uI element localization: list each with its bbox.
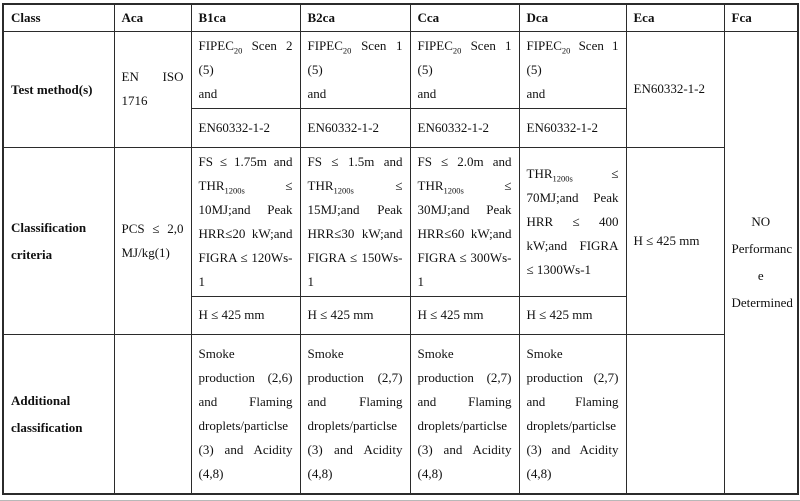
col-header-aca: Aca — [114, 4, 191, 31]
cell-additional-aca — [114, 334, 191, 494]
cell-criteria-b2ca: FS ≤ 1.5m and $THR_{1200s}$ ≤ 15MJ;and Peak HRR≤30 kW;and FIGRA ≤ 150Ws-1 — [300, 147, 410, 296]
cell-height-b1ca: H ≤ 425 mm — [191, 296, 300, 334]
cell-en60332-b1ca: EN60332-1-2 — [191, 108, 300, 147]
cell-height-eca: H ≤ 425 mm — [626, 147, 724, 334]
cell-height-b2ca: H ≤ 425 mm — [300, 296, 410, 334]
cell-fipec-cca: $FIPEC_{20}$ Scen 1 (5) and — [410, 31, 519, 108]
additional-classification-row — [3, 334, 798, 494]
cell-en60332-cca: EN60332-1-2 — [410, 108, 519, 147]
cell-fipec-dca: $FIPEC_{20}$ Scen 1 (5) and — [519, 31, 626, 108]
cell-test-methods-aca: EN ISO 1716 — [114, 31, 191, 147]
col-header-b2ca: B2ca — [300, 4, 410, 31]
cell-height-cca: H ≤ 425 mm — [410, 296, 519, 334]
cable-fire-classification-table — [2, 3, 799, 495]
cell-additional-cca: Smoke production (2,7) and Flaming droplets/particlse (3) and Acidity (4,8) — [410, 334, 519, 494]
col-header-class: Class — [3, 4, 114, 31]
header-row — [3, 4, 798, 31]
cell-en60332-dca: EN60332-1-2 — [519, 108, 626, 147]
col-header-dca: Dca — [519, 4, 626, 31]
cell-criteria-b1ca: FS ≤ 1.75m and $THR_{1200s}$ ≤ 10MJ;and Peak HRR≤20 kW;and FIGRA ≤ 120Ws-1 — [191, 147, 300, 296]
cell-fipec-b1ca: $FIPEC_{20}$ Scen 2 (5) and — [191, 31, 300, 108]
col-header-eca: Eca — [626, 4, 724, 31]
col-header-b1ca: B1ca — [191, 4, 300, 31]
cell-criteria-aca: PCS ≤ 2,0 MJ/kg(1) — [114, 147, 191, 334]
cell-height-dca: H ≤ 425 mm — [519, 296, 626, 334]
row-label-test-methods: Test method(s) — [3, 31, 114, 147]
document-page — [0, 3, 800, 501]
cell-criteria-cca: FS ≤ 2.0m and $THR_{1200s}$ ≤ 30MJ;and Peak HRR≤60 kW;and FIGRA ≤ 300Ws-1 — [410, 147, 519, 296]
cell-additional-dca: Smoke production (2,7) and Flaming droplets/particlse (3) and Acidity (4,8) — [519, 334, 626, 494]
cell-criteria-dca: $THR_{1200s}$ ≤ 70MJ;and Peak HRR ≤ 400 kW;and FIGRA ≤ 1300Ws-1 — [519, 147, 626, 296]
row-label-additional-classification: Additional classification — [3, 334, 114, 494]
cell-fipec-b2ca: $FIPEC_{20}$ Scen 1 (5) and — [300, 31, 410, 108]
col-header-fca: Fca — [724, 4, 798, 31]
classification-criteria-row-1 — [3, 147, 798, 296]
cell-additional-eca — [626, 334, 724, 494]
cell-en60332-b2ca: EN60332-1-2 — [300, 108, 410, 147]
col-header-cca: Cca — [410, 4, 519, 31]
row-label-classification-criteria: Classification criteria — [3, 147, 114, 334]
cell-additional-b2ca: Smoke production (2,7) and Flaming droplets/particlse (3) and Acidity (4,8) — [300, 334, 410, 494]
cell-fca-no-performance-note: NO Performanc e Determined — [724, 31, 798, 494]
cell-en60332-eca: EN60332-1-2 — [626, 31, 724, 147]
cell-additional-b1ca: Smoke production (2,6) and Flaming droplets/particlse (3) and Acidity (4,8) — [191, 334, 300, 494]
test-methods-row-1 — [3, 31, 798, 108]
